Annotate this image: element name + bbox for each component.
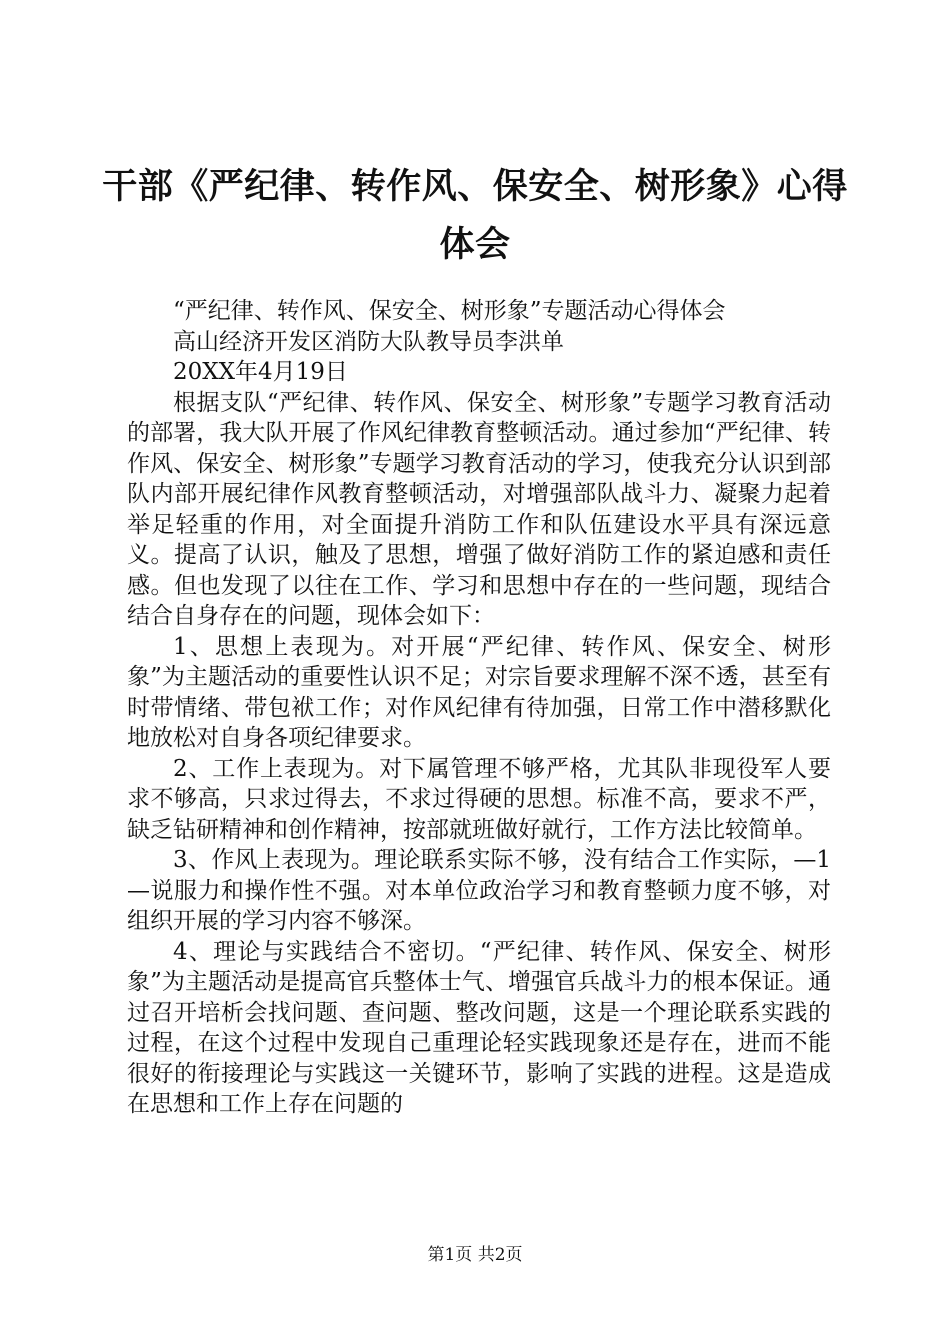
paragraph: 4、理论与实践结合不密切。“严纪律、转作风、保安全、树形象”为主题活动是提高官兵整体士气、增强官兵战斗力的根本保证。通过召开培析会找问题、查问题、整改问题，这是一个理论联系实践的过程，在这个过程中发现自己重理论轻实践现象还是存在，进而不能很好的衔接理论与实践这一关键环节，影响了实践的进程。这是造成在思想和工作上存在问题的 xyxy=(127,938,831,1117)
paragraph: 根据支队“严纪律、转作风、保安全、树形象”专题学习教育活动的部署，我大队开展了作风纪律教育整顿活动。通过参加“严纪律、转作风、保安全、树形象”专题学习教育活动的学习，使我充分认识到部队内部开展纪律作风教育整顿活动，对增强部队战斗力、凝聚力起着举足轻重的作用，对全面提升消防工作和队伍建设水平具有深远意义。提高了认识，触及了思想，增强了做好消防工作的紧迫感和责任感。但也发现了以往在工作、学习和思想中存在的一些问题，现结合结合自身存在的问题，现体会如下： xyxy=(127,389,831,629)
document-title: 干部《严纪律、转作风、保安全、树形象》心得体会 xyxy=(102,167,848,265)
paragraph: 1、思想上表现为。对开展“严纪律、转作风、保安全、树形象”为主题活动的重要性认识不足；对宗旨要求理解不深不透，甚至有时带情绪、带包袱工作；对作风纪律有待加强，日常工作中潜移默化地放松对自身各项纪律要求。 xyxy=(127,633,831,751)
document-body xyxy=(127,296,831,1120)
page-number-footer: 第1页 共2页 xyxy=(427,1245,523,1265)
paragraph: 3、作风上表现为。理论联系实际不够，没有结合工作实际，—1—说服力和操作性不强。对本单位政治学习和教育整顿力度不够，对组织开展的学习内容不够深。 xyxy=(127,847,831,934)
document-date: 20XX年4月19日 xyxy=(173,359,348,385)
document-subtitle: “严纪律、转作风、保安全、树形象”专题活动心得体会 xyxy=(173,298,726,324)
document-author: 高山经济开发区消防大队教导员李洪单 xyxy=(173,328,564,355)
paragraph: 2、工作上表现为。对下属管理不够严格，尤其队非现役军人要求不够高，只求过得去，不求过得硬的思想。标准不高，要求不严，缺乏钻研精神和创作精神，按部就班做好就行，工作方法比较简单。 xyxy=(127,755,831,843)
